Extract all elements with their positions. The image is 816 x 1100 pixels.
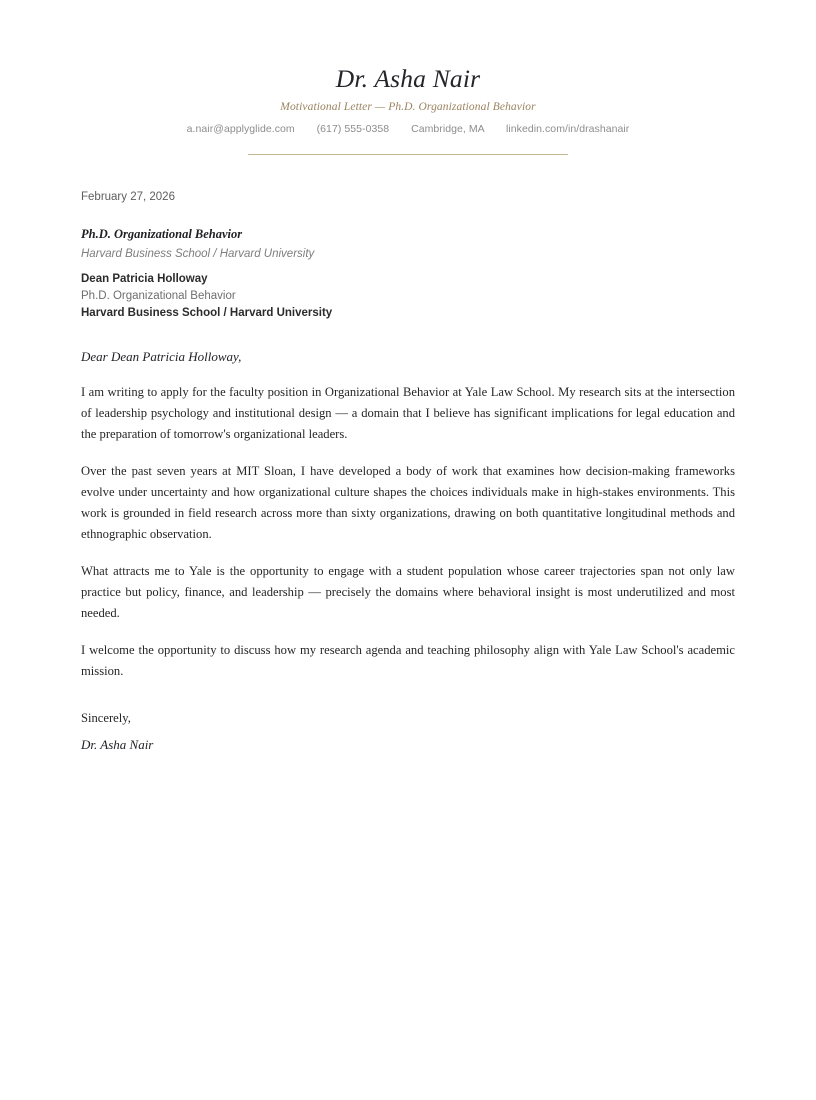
letter-body — [81, 382, 735, 682]
contact-email[interactable]: a.nair@applyglide.com — [186, 122, 295, 135]
body-paragraph: I welcome the opportunity to discuss how my research agenda and teaching philosophy align with Yale Law School's academic mission. — [81, 642, 735, 678]
salutation: Dear Dean Patricia Holloway, — [81, 348, 242, 364]
recipient-organization: Harvard Business School / Harvard University — [81, 306, 333, 319]
letter-subtitle: Motivational Letter — Ph.D. Organizational Behavior — [280, 100, 536, 113]
body-paragraph: What attracts me to Yale is the opportunity to engage with a student population whose career trajectories span not only law practice but policy, finance, and leadership — precisely the domains where behavioral insight is most underutilized and most needed. — [81, 563, 735, 620]
contact-phone[interactable]: (617) 555-0358 — [316, 122, 390, 135]
body-paragraph: Over the past seven years at MIT Sloan, I have developed a body of work that examines how decision-making frameworks evolve under uncertainty and how organizational culture shapes the choices individuals make in high-stakes environments. This work is grounded in field research across more than sixty organizations, drawing on both quantitative longitudinal methods and ethnographic observation. — [81, 463, 735, 541]
recipient-name: Dean Patricia Holloway — [81, 272, 208, 285]
signature-name: Dr. Asha Nair — [81, 736, 154, 752]
letterhead — [81, 64, 735, 155]
contact-linkedin[interactable]: linkedin.com/in/drashanair — [506, 122, 630, 135]
contact-location: Cambridge, MA — [411, 122, 485, 135]
position-organization: Harvard Business School / Harvard University — [81, 247, 315, 260]
recipient-title: Ph.D. Organizational Behavior — [81, 289, 236, 302]
letterhead-divider — [248, 154, 568, 155]
recipient-block — [81, 273, 735, 319]
body-paragraph: I am writing to apply for the faculty position in Organizational Behavior at Yale Law School. My research sits at the intersection of leadership psychology and institutional design — a domain that I believe has significant implications for legal education and the preparation of tomorrow's organizational leaders. — [81, 384, 735, 441]
sender-name: Dr. Asha Nair — [335, 64, 481, 93]
letter-date: February 27, 2026 — [81, 190, 175, 203]
position-title: Ph.D. Organizational Behavior — [81, 226, 243, 241]
sign-off: Sincerely, — [81, 710, 131, 725]
signature-block — [81, 711, 735, 753]
letter-content — [81, 0, 735, 753]
contact-line — [81, 123, 735, 135]
